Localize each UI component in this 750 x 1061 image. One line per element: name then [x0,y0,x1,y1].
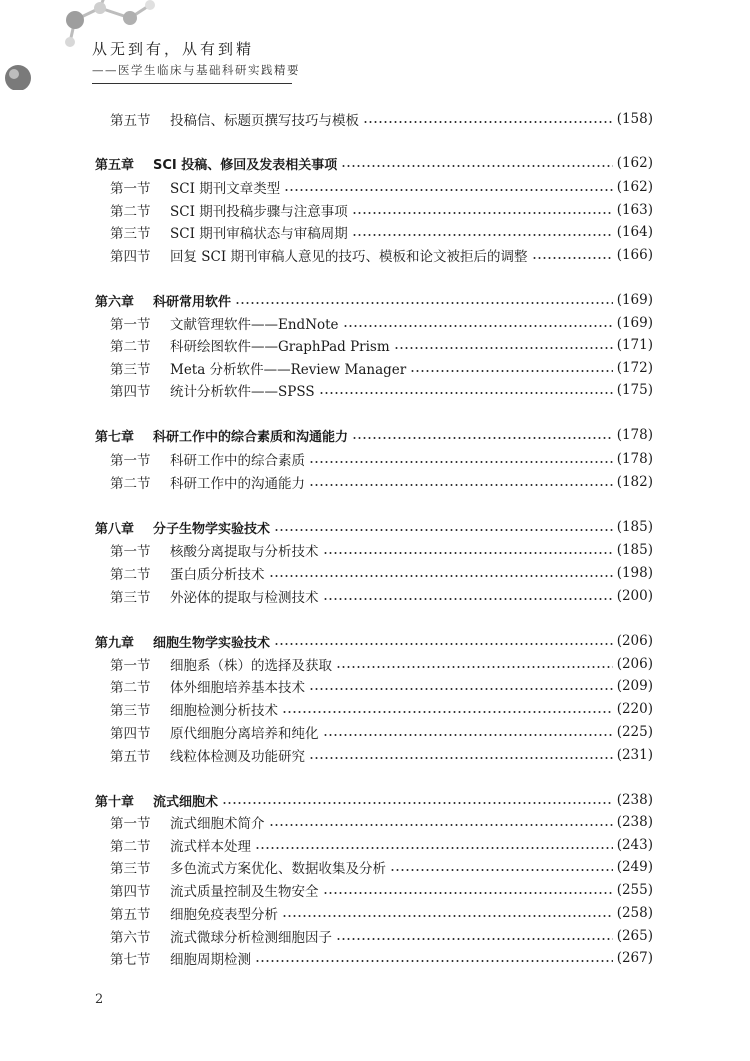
header-divider [92,83,292,84]
toc-section-entry [110,200,653,220]
leader-dots [352,212,613,214]
section-title: 科研工作中的综合素质 [170,453,305,469]
section-title: 流式样本处理 [170,839,251,855]
leader-dots [323,552,613,554]
toc-section-entry [110,654,653,674]
section-title: SCI 期刊审稿状态与审稿周期 [170,226,348,242]
chapter-number: 第八章 [95,521,135,537]
section-number: 第一节 [110,317,151,333]
page-reference: (243) [616,837,653,853]
page-reference: (255) [616,882,653,898]
page-reference: (258) [616,905,653,921]
section-number: 第一节 [110,658,151,674]
leader-dots [284,189,612,191]
section-number: 第四节 [110,884,151,900]
toc-chapter-entry [95,790,653,810]
page-reference: (185) [616,519,653,535]
section-title: 科研工作中的沟通能力 [170,476,305,492]
chapter-number: 第五章 [95,157,135,173]
page-reference: (209) [616,678,653,694]
section-number: 第二节 [110,476,151,492]
toc-section-entry [110,177,653,197]
toc-section-entry [110,586,653,606]
section-title: 细胞系（株）的选择及获取 [170,658,332,674]
section-number: 第二节 [110,204,151,220]
leader-dots [269,575,613,577]
section-title: Meta 分析软件——Review Manager [170,362,407,378]
section-number: 第五节 [110,907,151,923]
leader-dots [282,711,613,713]
section-title: 统计分析软件——SPSS [170,384,315,400]
toc-section-entry [110,109,653,129]
toc-section-entry [110,222,653,242]
leader-dots [336,938,613,940]
toc-section-entry [110,472,653,492]
section-title: SCI 期刊投稿步骤与注意事项 [170,204,348,220]
book-subtitle: ——医学生临床与基础科研实践精要 [92,63,300,77]
section-title: 投稿信、标题页撰写技巧与模板 [170,113,359,129]
toc-section-entry [110,812,653,832]
section-number: 第七节 [110,952,151,968]
page-number: 2 [95,992,104,1007]
toc-section-entry [110,722,653,742]
section-title: 文献管理软件——EndNote [170,317,339,333]
page-reference: (220) [616,701,653,717]
toc-section-entry [110,380,653,400]
toc-chapter-entry [95,290,653,310]
leader-dots [274,529,613,531]
section-title: 蛋白质分析技术 [170,567,265,583]
section-number: 第四节 [110,249,151,265]
section-title: 体外细胞培养基本技术 [170,680,305,696]
section-title: 科研绘图软件——GraphPad Prism [170,339,390,355]
toc-section-entry [110,835,653,855]
toc-section-entry [110,857,653,877]
leader-dots [352,437,613,439]
leader-dots [343,325,613,327]
page-reference: (163) [616,202,653,218]
page-reference: (198) [616,565,653,581]
chapter-title: 细胞生物学实验技术 [153,635,271,651]
chapter-number: 第六章 [95,294,135,310]
page-reference: (267) [616,950,653,966]
section-title: 细胞检测分析技术 [170,703,278,719]
toc-section-entry [110,449,653,469]
leader-dots [309,484,613,486]
page-reference: (206) [616,633,653,649]
leader-dots [323,734,613,736]
leader-dots [235,302,613,304]
page-reference: (249) [616,859,653,875]
toc-section-entry [110,903,653,923]
section-number: 第二节 [110,339,151,355]
section-number: 第一节 [110,544,151,560]
toc-section-entry [110,880,653,900]
page-reference: (164) [616,224,653,240]
section-title: 外泌体的提取与检测技术 [170,590,319,606]
page-reference: (175) [616,382,653,398]
page-reference: (178) [616,451,653,467]
page-reference: (162) [616,155,653,171]
page-reference: (166) [616,247,653,263]
page-reference: (200) [616,588,653,604]
toc-chapter-entry [95,153,653,173]
page-reference: (225) [616,724,653,740]
leader-dots [394,347,613,349]
section-title: 流式细胞术简介 [170,816,265,832]
leader-dots [282,915,613,917]
section-number: 第五节 [110,113,151,129]
section-number: 第三节 [110,362,151,378]
page-reference: (178) [616,427,653,443]
section-number: 第六节 [110,930,151,946]
leader-dots [363,121,613,123]
chapter-number: 第十章 [95,794,135,810]
chapter-title: 科研常用软件 [153,294,232,310]
leader-dots [274,643,613,645]
toc-section-entry [110,358,653,378]
leader-dots [309,461,613,463]
section-number: 第三节 [110,703,151,719]
section-number: 第四节 [110,726,151,742]
section-title: 流式质量控制及生物安全 [170,884,319,900]
toc-chapter-entry [95,425,653,445]
leader-dots [222,802,613,804]
toc-section-entry [110,745,653,765]
section-number: 第三节 [110,226,151,242]
leader-dots [269,824,613,826]
page-reference: (265) [616,928,653,944]
section-number: 第一节 [110,181,151,197]
section-title: 细胞免疫表型分析 [170,907,278,923]
section-title: 原代细胞分离培养和纯化 [170,726,319,742]
chapter-number: 第九章 [95,635,135,651]
section-number: 第三节 [110,590,151,606]
page-reference: (158) [616,111,653,127]
leader-dots [323,892,613,894]
toc-section-entry [110,926,653,946]
page-reference: (171) [616,337,653,353]
leader-dots [323,598,613,600]
leader-dots [352,234,613,236]
section-number: 第二节 [110,567,151,583]
leader-dots [341,165,612,167]
page-reference: (172) [616,360,653,376]
section-title: 细胞周期检测 [170,952,251,968]
page-reference: (231) [616,747,653,763]
section-title: 核酸分离提取与分析技术 [170,544,319,560]
toc-section-entry [110,245,653,265]
section-number: 第二节 [110,839,151,855]
page-reference: (182) [616,474,653,490]
toc-section-entry [110,335,653,355]
leader-dots [309,757,613,759]
toc-section-entry [110,313,653,333]
page-reference: (238) [616,792,653,808]
leader-dots [336,666,613,668]
chapter-title: SCI 投稿、修回及发表相关事项 [153,157,338,173]
page-reference: (206) [616,656,653,672]
leader-dots [319,392,613,394]
chapter-number: 第七章 [95,429,135,445]
toc-chapter-entry [95,517,653,537]
leader-dots [255,960,613,962]
page-reference: (169) [616,315,653,331]
section-title: 多色流式方案优化、数据收集及分析 [170,861,386,877]
chapter-title: 流式细胞术 [153,794,219,810]
section-number: 第三节 [110,861,151,877]
section-title: 回复 SCI 期刊审稿人意见的技巧、模板和论文被拒后的调整 [170,249,528,265]
section-number: 第二节 [110,680,151,696]
toc-section-entry [110,540,653,560]
toc-section-entry [110,699,653,719]
section-title: SCI 期刊文章类型 [170,181,281,197]
leader-dots [255,847,613,849]
section-number: 第一节 [110,453,151,469]
leader-dots [309,688,613,690]
section-number: 第五节 [110,749,151,765]
leader-dots [410,370,612,372]
page-reference: (169) [616,292,653,308]
leader-dots [390,869,613,871]
section-title: 线粒体检测及功能研究 [170,749,305,765]
section-title: 流式微球分析检测细胞因子 [170,930,332,946]
page-reference: (185) [616,542,653,558]
leader-dots [532,257,613,259]
toc-section-entry [110,948,653,968]
toc-chapter-entry [95,631,653,651]
chapter-title: 科研工作中的综合素质和沟通能力 [153,429,349,445]
page-reference: (238) [616,814,653,830]
book-title: 从无到有，从有到精 [92,40,255,58]
section-number: 第四节 [110,384,151,400]
section-number: 第一节 [110,816,151,832]
toc-section-entry [110,676,653,696]
toc-section-entry [110,563,653,583]
page-reference: (162) [616,179,653,195]
chapter-title: 分子生物学实验技术 [153,521,271,537]
